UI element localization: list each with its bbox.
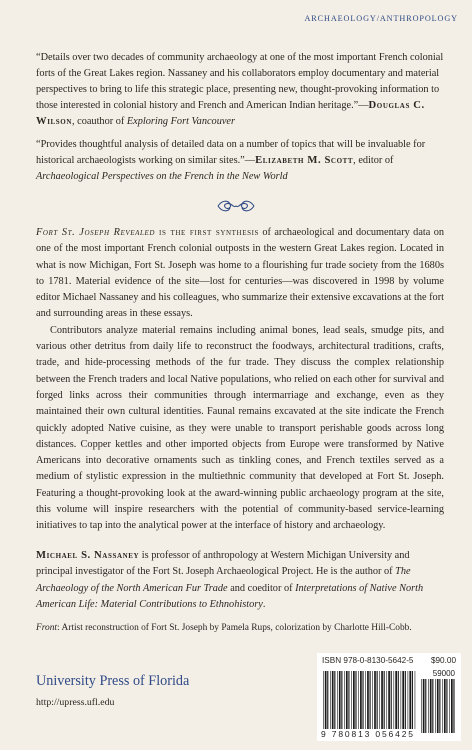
barcode-bar <box>444 679 446 733</box>
barcode-bar <box>332 671 334 729</box>
author-bio-text-3: . <box>262 598 266 610</box>
description-lead-caps: is the first synthesis <box>155 227 260 238</box>
cover-credit <box>36 622 456 635</box>
barcode-bar <box>388 671 390 729</box>
book-description <box>36 225 444 535</box>
barcode-bar <box>341 671 342 729</box>
barcode-bar <box>353 671 355 729</box>
barcode-bar <box>351 671 352 729</box>
barcode-bar <box>384 671 385 729</box>
barcode-bar <box>348 671 349 729</box>
barcode-graphic <box>317 667 461 741</box>
barcode-bar <box>430 679 432 733</box>
endorsement-1-work: Exploring Fort Vancouver <box>126 116 235 127</box>
barcode-bar <box>401 671 402 729</box>
barcode-ean-number: 9 780813 056425 <box>321 729 413 739</box>
barcode-bar <box>439 679 440 733</box>
barcode-bar <box>337 671 338 729</box>
barcode-bar <box>334 671 335 729</box>
barcode-bar <box>362 671 363 729</box>
endorsement-1-name: Douglas C. Wilson <box>36 100 425 127</box>
barcode-bar <box>428 679 429 733</box>
barcode-bar <box>346 671 348 729</box>
barcode-bar <box>365 671 366 729</box>
barcode-bar <box>327 671 328 729</box>
barcode-panel <box>317 653 461 741</box>
barcode-bar <box>377 671 378 729</box>
barcode-bar <box>398 671 399 729</box>
barcode-bar <box>391 671 392 729</box>
decorative-flourish-icon <box>214 198 258 214</box>
publisher-name: University Press of Florida <box>36 673 190 689</box>
barcode-bar <box>394 671 395 729</box>
barcode-bar <box>372 671 373 729</box>
barcode-bar <box>405 671 406 729</box>
barcode-bar <box>442 679 443 733</box>
barcode-bar <box>423 679 425 733</box>
endorsement-2-work: Archaeological Perspectives on the French in the New World <box>36 171 288 182</box>
barcode-bar <box>408 671 409 729</box>
author-book-1: The Archaeology of the North American Fur Trade <box>36 566 411 594</box>
barcode-bar <box>325 671 327 729</box>
barcode-bar <box>360 671 362 729</box>
barcode-bar <box>386 671 387 729</box>
endorsement-1 <box>36 50 444 130</box>
cover-credit-text: : Artist reconstruction of Fort St. Joseph by Pamela Rups, colorization by Charlotte Hill-Cobb. <box>57 623 412 633</box>
barcode-bar <box>344 671 345 729</box>
author-bio-text-2: and coeditor of <box>227 582 296 594</box>
barcode-bar <box>355 671 356 729</box>
barcode-bar <box>425 679 426 733</box>
description-p1-text: of archaeological and documentary data on one of the most important French colonial outposts in the western Great Lakes region. Located in what is now Michigan, Fort St. Joseph was home to a flourishing fur trade society from the 1680s to 1781. Material evidence of the site—lost for centuries—was discovered in 1998 by volume editor Michael Nassaney and his colleagues, who summarize their extensive excavations at the fort and surrounding areas in these essays. <box>36 227 444 320</box>
barcode-bar <box>446 679 447 733</box>
barcode-bar <box>395 671 397 729</box>
author-name: Michael S. Nassaney <box>36 550 140 561</box>
barcode-bar <box>432 679 433 733</box>
endorsement-2 <box>36 137 444 185</box>
barcode-bar <box>339 671 341 729</box>
barcode-bar <box>451 679 453 733</box>
barcode-bar <box>370 671 371 729</box>
barcode-bar <box>367 671 369 729</box>
barcode-bar <box>358 671 359 729</box>
barcode-addon-number: 59000 <box>432 669 455 678</box>
description-paragraph-2: Contributors analyze material remains including animal bones, lead seals, smudge pits, and various other detritus from daily life to reconstruct the foodways, architectural traditions, crafts, trade, and hide-processing methods of the fur trade. They discuss the complex relationship between the French traders and local Native populations, who relied on each other for survival and forged links across their communities through intermarriage and exchange, even as they maintained their own cultural identities. Faunal remains excavated at the site indicate the French quickly adopted Native cuisine, as they were unable to transport perishable goods across long distances. Copper kettles and other imported objects from Europe were transformed by Native Americans into decorative ornaments such as tinkling cones, and French textiles served as a medium of stylistic expression in the multiethnic community that developed at Fort St. Joseph. Featuring a thought-provoking look at the award-winning public archaeology program at the site, this volume will inspire researchers with the potential of community-based service-learning initiatives to tap into the analytical power at the interface of history and archaeology. <box>36 324 444 532</box>
barcode-bar <box>409 671 411 729</box>
isbn-price-line <box>322 656 456 665</box>
barcode-bar <box>437 679 439 733</box>
barcode-bar <box>379 671 380 729</box>
barcode-bar <box>435 679 436 733</box>
endorsement-2-role: , editor of <box>353 155 394 166</box>
endorsement-1-quote: “Details over two decades of community archaeology at one of the most important French colonial forts of the Great Lakes region. Nassaney and his collaborators employ documentary and material perspectives to bring to life this strategic place, presenting new, thought-provoking information to those interested in colonial history and French and American Indian heritage.”— <box>36 52 444 111</box>
barcode-bar <box>449 679 450 733</box>
description-book-title: Fort St. Joseph Revealed <box>36 227 156 238</box>
isbn-text: ISBN 978-0-8130-5642-5 <box>322 656 414 665</box>
category-label: ARCHAEOLOGY/ANTHROPOLOGY <box>304 14 458 23</box>
endorsement-2-name: Elizabeth M. Scott <box>255 155 354 166</box>
endorsement-1-role: , coauthor of <box>71 116 127 127</box>
author-bio-text-1: is professor of anthropology at Western Michigan University and principal investigator of the Fort St. Joseph Archaeological Project. He is the author of <box>36 550 410 578</box>
endorsement-2-quote: “Provides thoughtful analysis of detailed data on a number of topics that will be invaluable for historical archaeologists working on similar sites.”— <box>36 139 426 166</box>
author-book-2: Interpretations of Native North American Life: Material Contributions to Ethnohistory <box>36 582 424 610</box>
barcode-bar <box>412 671 413 729</box>
publisher-url: http://upress.ufl.edu <box>36 697 115 708</box>
author-bio <box>36 548 444 613</box>
description-paragraph-1 <box>36 225 444 323</box>
barcode-bar <box>415 671 416 729</box>
barcode-bar <box>330 671 331 729</box>
barcode-bar <box>402 671 404 729</box>
barcode-bar <box>374 671 376 729</box>
barcode-bar <box>323 671 324 729</box>
barcode-bar <box>381 671 383 729</box>
price-text: $90.00 <box>430 656 456 665</box>
barcode-bar <box>421 679 422 733</box>
cover-credit-label: Front <box>36 623 58 633</box>
barcode-bar <box>453 679 454 733</box>
